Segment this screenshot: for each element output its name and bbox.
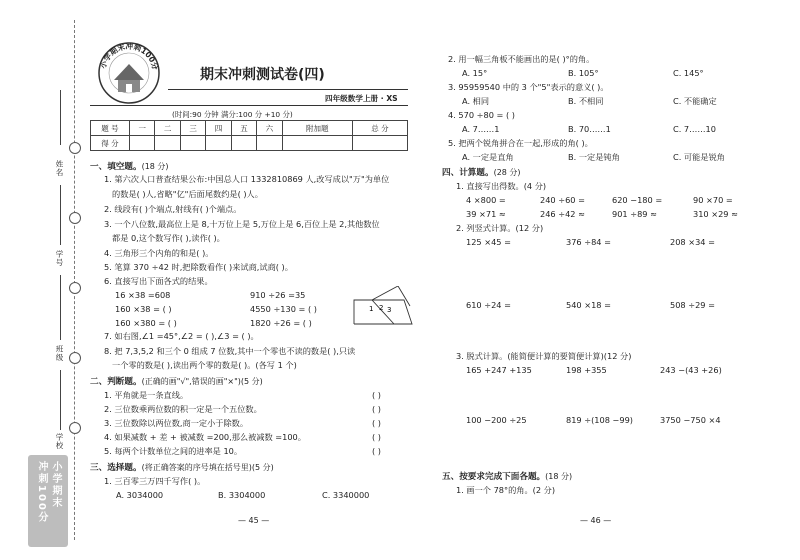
s3-q2-option[interactable]: B. 105°	[568, 68, 599, 78]
s4-p1-item: 4 ×800 =	[466, 195, 506, 205]
s4-p2-item: 376 ÷84 =	[566, 237, 611, 247]
s4-p2-item: 125 ×45 =	[466, 237, 511, 247]
s4-p1-item: 39 ×71 ≈	[466, 209, 506, 219]
page-number-right: — 46 —	[580, 516, 612, 525]
s3-q5: 5. 把两个锐角拼合在一起,形成的角( )。	[448, 138, 593, 148]
series-logo	[96, 40, 162, 106]
score-header-cell: 六	[257, 121, 282, 136]
score-cell[interactable]	[155, 136, 180, 151]
binding-hole	[69, 142, 81, 154]
id-label: 学号	[55, 250, 64, 267]
section-5-heading	[442, 470, 572, 482]
time-score-info: (时间:90 分钟 满分:100 分 +10 分)	[172, 110, 293, 119]
s3-q4-option[interactable]: A. 7……1	[462, 124, 500, 134]
section-3-heading	[90, 461, 274, 473]
section-4-heading	[442, 166, 521, 178]
s4-part-3: 3. 脱式计算。(能简便计算的要简便计算)(12 分)	[456, 351, 632, 361]
s2-answer-paren[interactable]: ( )	[372, 390, 381, 400]
s4-p1-item: 240 ÷60 =	[540, 195, 585, 205]
s4-p2-item: 508 ÷29 =	[670, 300, 715, 310]
binding-hole	[69, 352, 81, 364]
name-label: 姓名	[55, 160, 64, 177]
score-table	[90, 120, 408, 151]
s3-q4: 4. 570 ÷80 = ( )	[448, 110, 515, 120]
score-cell[interactable]	[257, 136, 282, 151]
binding-hole	[69, 282, 81, 294]
s1-q6-item: 1820 ÷26 = ( )	[250, 318, 312, 328]
binding-hole	[69, 422, 81, 434]
s3-q1: 1. 三百零三万四千写作( )。	[104, 476, 206, 486]
s4-p2-item: 208 ×34 =	[670, 237, 715, 247]
s5-q1: 1. 画一个 78°的角。(2 分)	[456, 485, 556, 495]
s4-part-1: 1. 直接写出得数。(4 分)	[456, 181, 547, 191]
title-rule	[168, 89, 408, 90]
id-write-line[interactable]	[60, 185, 61, 245]
section-1-title: 一、填空题。	[90, 162, 142, 172]
s1-q8-line1: 8. 把 7,3,5,2 和三个 0 组成 7 位数,其中一个零也不读的数是( ),只读	[104, 346, 356, 356]
s1-q7: 7. 如右图,∠1 =45°,∠2 = ( ),∠3 = ( )。	[104, 331, 259, 341]
class-label: 班级	[55, 345, 64, 362]
s1-q5: 5. 笔算 370 ÷42 时,把除数看作( )来试商,试商( )。	[104, 262, 293, 272]
s3-q1-option[interactable]: B. 3304000	[218, 490, 266, 500]
binding-spine	[0, 0, 78, 560]
s2-answer-paren[interactable]: ( )	[372, 446, 381, 456]
s4-p1-item: 901 ÷89 ≈	[612, 209, 657, 219]
s3-q3-option[interactable]: C. 不能确定	[673, 96, 717, 106]
score-cell[interactable]	[180, 136, 205, 151]
s3-q2: 2. 用一幅三角板不能画出的是( )°的角。	[448, 54, 595, 64]
s4-p1-item: 620 −180 =	[612, 195, 663, 205]
school-label: 学校	[55, 433, 64, 450]
s4-p1-item: 246 ÷42 ≈	[540, 209, 585, 219]
s4-p1-item: 310 ×29 ≈	[693, 209, 738, 219]
score-header-cell: 三	[180, 121, 205, 136]
s1-q6-item: 910 ÷26 =35	[250, 290, 306, 300]
s4-p1-item: 90 ×70 =	[693, 195, 733, 205]
s1-q1-line1: 1. 第六次人口普查结果公布:中国总人口 1332810869 人,改写成以"万"为单位	[104, 174, 390, 184]
section-1-heading	[90, 160, 169, 172]
s3-q5-option[interactable]: A. 一定是直角	[462, 152, 514, 162]
score-table-header-row	[91, 121, 408, 136]
s1-q6-item: 16 ×38 =608	[115, 290, 171, 300]
name-write-line[interactable]	[60, 90, 61, 145]
s3-q4-option[interactable]: C. 7……10	[673, 124, 716, 134]
score-cell[interactable]	[231, 136, 256, 151]
s4-part-2: 2. 列竖式计算。(12 分)	[456, 223, 544, 233]
s1-q4: 4. 三角形三个内角的和是( )。	[104, 248, 214, 258]
s2-answer-paren[interactable]: ( )	[372, 418, 381, 428]
section-3-note: (将正确答案的序号填在括号里)(5 分)	[141, 463, 274, 472]
s4-p3-item: 165 +247 +135	[466, 365, 532, 375]
s4-p3-item: 3750 −750 ×4	[660, 415, 721, 425]
s1-q6-item: 160 ×38 = ( )	[115, 304, 172, 314]
s3-q3-option[interactable]: B. 不相同	[568, 96, 604, 106]
s3-q1-option[interactable]: C. 3340000	[322, 490, 370, 500]
score-header-cell: 一	[130, 121, 155, 136]
score-header-cell: 五	[231, 121, 256, 136]
section-3-title: 三、选择题。	[90, 463, 142, 473]
logo-text: 小学期末冲刺100分	[98, 41, 160, 71]
school-write-line[interactable]	[60, 370, 61, 430]
angle-figure	[352, 286, 414, 332]
s4-p3-item: 243 −(43 +26)	[660, 365, 722, 375]
score-cell[interactable]	[130, 136, 155, 151]
score-header-cell: 总 分	[352, 121, 407, 136]
s3-q3-option[interactable]: A. 相同	[462, 96, 490, 106]
class-write-line[interactable]	[60, 275, 61, 340]
s3-q1-option[interactable]: A. 3034000	[116, 490, 164, 500]
s1-q3-line2: 都是 0,这个数写作( ),读作( )。	[112, 233, 225, 243]
binding-hole	[69, 212, 81, 224]
score-header-cell: 二	[155, 121, 180, 136]
s1-q6-item: 160 ×380 = ( )	[115, 318, 177, 328]
section-5-note: (18 分)	[545, 472, 573, 481]
section-2-note: (正确的画"√",错误的画"×")(5 分)	[141, 377, 263, 386]
section-4-note: (28 分)	[493, 168, 521, 177]
brand-line-2: 冲刺100分	[36, 461, 47, 524]
s4-p3-item: 819 ÷(108 −99)	[566, 415, 633, 425]
s2-item: 1. 平角就是一条直线。	[104, 390, 189, 400]
brand-line-1: 小学期末	[50, 461, 61, 509]
score-header-cell: 题 号	[91, 121, 130, 136]
s2-answer-paren[interactable]: ( )	[372, 432, 381, 442]
s4-p3-item: 100 −200 ÷25	[466, 415, 527, 425]
s3-q2-option[interactable]: C. 145°	[673, 68, 704, 78]
score-table-score-row	[91, 136, 408, 151]
s3-q3: 3. 95959540 中的 3 个"5"表示的意义( )。	[448, 82, 609, 92]
page-number-left: — 45 —	[238, 516, 270, 525]
section-5-title: 五、按要求完成下面各题。	[442, 472, 546, 482]
svg-text:小学期末冲刺100分	[97, 41, 161, 71]
s2-answer-paren[interactable]: ( )	[372, 404, 381, 414]
s3-q5-option[interactable]: B. 一定是钝角	[568, 152, 620, 162]
brand-badge	[28, 455, 68, 547]
s2-item: 4. 如果减数 + 差 + 被减数 =200,那么被减数 =100。	[104, 432, 306, 442]
angle-label-1: 1	[369, 305, 374, 313]
s4-p2-item: 540 ×18 =	[566, 300, 611, 310]
s1-q6: 6. 直接写出下面各式的结果。	[104, 276, 213, 286]
s4-p3-item: 198 +355	[566, 365, 607, 375]
section-2-heading	[90, 375, 263, 387]
score-cell[interactable]	[282, 136, 352, 151]
s1-q2: 2. 线段有( )个端点,射线有( )个端点。	[104, 204, 242, 214]
logo-ring-text	[96, 40, 162, 106]
score-cell[interactable]	[206, 136, 231, 151]
page-title: 期末冲刺测试卷(四)	[200, 67, 325, 83]
s1-q3-line1: 3. 一个八位数,最高位上是 8,十万位上是 5,万位上是 6,百位上是 2,其他数位	[104, 219, 380, 229]
angle-label-2: 2	[379, 304, 384, 312]
s3-q5-option[interactable]: C. 可能是锐角	[673, 152, 725, 162]
s1-q6-item: 4550 ÷130 = ( )	[250, 304, 317, 314]
cut-line	[74, 20, 75, 540]
s1-q1-line2: 的数是( )人,省略"亿"后面尾数约是( )人。	[112, 189, 263, 199]
section-2-title: 二、判断题。	[90, 377, 142, 387]
score-row-label: 得 分	[91, 136, 130, 151]
header-rule	[90, 105, 408, 106]
s1-q8-line2: 一个零的数是( ),读出两个零的数是( )。(各写 1 个)	[112, 360, 297, 370]
grade-label: 四年级数学上册 · XS	[325, 94, 398, 103]
section-4-title: 四、计算题。	[442, 168, 494, 178]
s2-item: 3. 三位数除以两位数,商一定小于除数。	[104, 418, 249, 428]
s2-item: 2. 三位数乘两位数的积一定是一个五位数。	[104, 404, 262, 414]
s4-p2-item: 610 ÷24 =	[466, 300, 511, 310]
score-cell[interactable]	[352, 136, 407, 151]
score-header-cell: 四	[206, 121, 231, 136]
section-1-note: (18 分)	[141, 162, 169, 171]
s3-q4-option[interactable]: B. 70……1	[568, 124, 611, 134]
s2-item: 5. 每两个计数单位之间的进率是 10。	[104, 446, 243, 456]
angle-label-3: 3	[387, 306, 392, 314]
s3-q2-option[interactable]: A. 15°	[462, 68, 488, 78]
score-header-cell: 附加题	[282, 121, 352, 136]
